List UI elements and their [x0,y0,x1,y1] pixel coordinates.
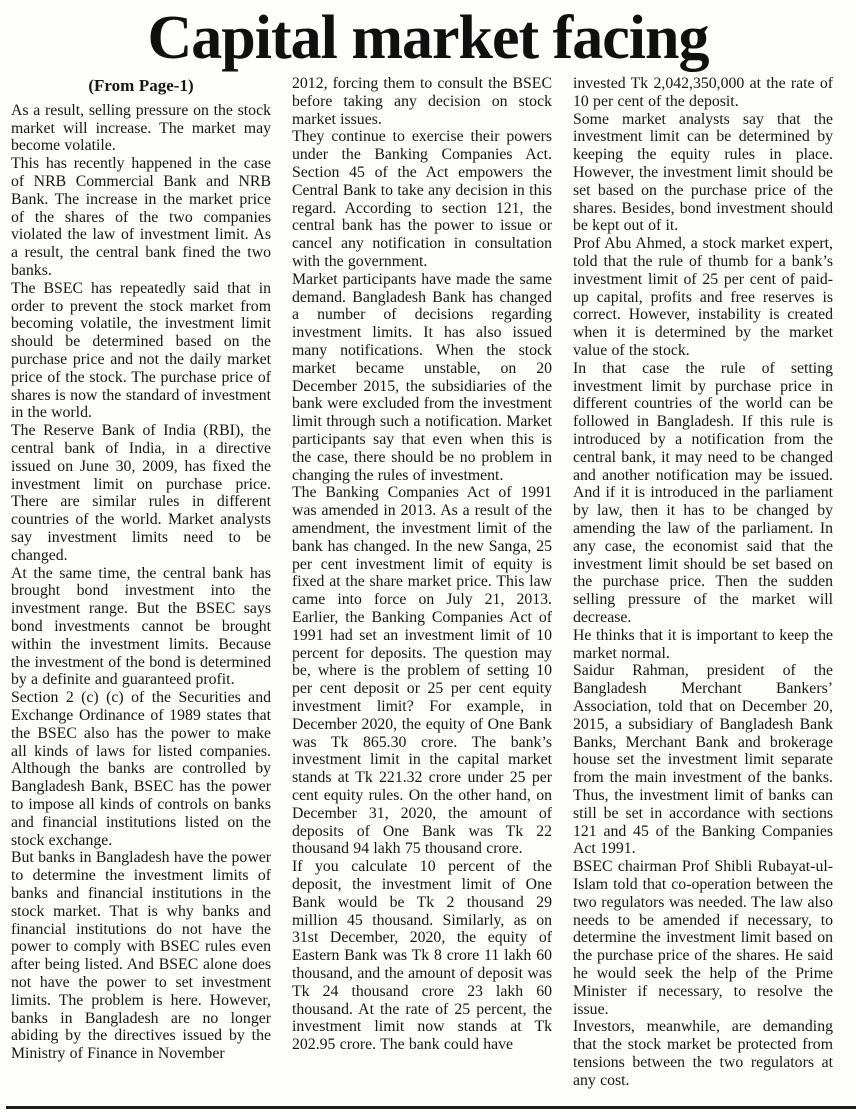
article-paragraph: BSEC chairman Prof Shibli Rubayat-ul-Islam told that co-operation between the two regulators was needed. The law also needs to be amended if necessary, to determine the investment limit based on the purchase price of the shares. He said he would seek the help of the Prime Minister if necessary, to resolve the issue. [573,858,833,1018]
article-paragraph: Market participants have made the same demand. Bangladesh Bank has changed a number of decisions regarding investment limits. It has also issued many notifications. When the stock market became unstable, on 20 December 2015, the subsidiaries of the bank were excluded from the investment limit through such a notification. Market participants say that even when this is the case, there should be no problem in changing the rules of investment. [292,270,552,484]
article-paragraph: Saidur Rahman, president of the Bangladesh Merchant Bankers’ Association, told that on December 20, 2015, a subsidiary of Bangladesh Bank Banks, Merchant Bank and brokerage house set the investment limit separate from the main investment of the banks. Thus, the investment limit of banks can still be set in accordance with sections 121 and 45 of the Banking Companies Act 1991. [573,662,833,858]
article-paragraph: Section 2 (c) (c) of the Securities and Exchange Ordinance of 1989 states that the BSEC also has the power to make all kinds of laws for listed companies. Although the banks are controlled by Bangladesh Bank, BSEC has the power to impose all kinds of controls on banks and financial institutions listed on the stock exchange. [11,689,271,849]
article-paragraph: Some market analysts say that the investment limit can be determined by keeping the equity rules in place. However, the investment limit should be set based on the purchase price of the shares. Besides, bond investment should be kept out of it. [573,110,833,235]
headline: Capital market facing [147,4,709,72]
article-paragraph: He thinks that it is important to keep the market normal. [573,626,833,662]
column-1 [11,75,271,1089]
article-paragraph: They continue to exercise their powers under the Banking Companies Act. Section 45 of the Act empowers the Central Bank to take any decision in this regard. According to section 121, the central bank has the power to issue or cancel any notification in consultation with the government. [292,128,552,271]
article-paragraph: As a result, selling pressure on the stock market will increase. The market may become volatile. [11,101,271,155]
bottom-rule [6,1106,856,1109]
article-paragraph: The Banking Companies Act of 1991 was amended in 2013. As a result of the amendment, the investment limit of the bank has changed. In the new Sanga, 25 per cent investment limit of equity is fixed at the share market price. This law came into force on July 21, 2013. Earlier, the Banking Companies Act of 1991 had set an investment limit of 10 percent for deposits. The question may be, where is the problem of setting 10 per cent deposit or 25 per cent equity investment limit? For example, in December 2020, the equity of One Bank was Tk 865.30 crore. The bank’s investment limit in the capital market stands at Tk 221.32 crore under 25 per cent equity rules. On the other hand, on December 31, 2020, the amount of deposits of One Bank was Tk 22 thousand 94 lakh 75 thousand crore. [292,484,552,858]
article-paragraph: But banks in Bangladesh have the power to determine the investment limits of banks and financial institutions in the stock market. That is why banks and financial institutions do not have the power to comply with BSEC rules even after being listed. And BSEC alone does not have the power to set investment limits. The problem is here. However, banks in Bangladesh are no longer abiding by the directives issued by the Ministry of Finance in November [11,849,271,1063]
article-paragraph: invested Tk 2,042,350,000 at the rate of 10 per cent of the deposit. [573,75,833,110]
article-paragraph: If you calculate 10 percent of the deposit, the investment limit of One Bank would be Tk 2 thousand 29 million 45 thousand. Similarly, as on 31st December, 2020, the equity of Eastern Bank was Tk 8 crore 11 lakh 60 thousand, and the amount of deposit was Tk 24 thousand crore 23 lakh 60 thousand. At the rate of 25 percent, the investment limit now stands at Tk 202.95 crore. The bank could have [292,858,552,1054]
article-paragraph: At the same time, the central bank has brought bond investment into the investment range. But the BSEC says bond investments cannot be brought within the investment limits. Because the investment of the bond is determined by a definite and guaranteed profit. [11,564,271,689]
from-page-label: (From Page-1) [88,76,194,96]
article-paragraph: In that case the rule of setting investment limit by purchase price in different countries of the world can be followed in Bangladesh. If this rule is introduced by a notification from the central bank, it may need to be changed and another notification may be issued. And if it is introduced in the parliament by law, then it has to be changed by amending the law of the parliament. In any case, the economist said that the investment limit should be set based on the purchase price. Then the sudden selling pressure of the market will decrease. [573,359,833,626]
column-3 [573,75,833,1089]
article-paragraph: This has recently happened in the case of NRB Commercial Bank and NRB Bank. The increase in the market price of the shares of the two companies violated the law of investment limit. As a result, the central bank fined the two banks. [11,155,271,280]
article-paragraph: Investors, meanwhile, are demanding that the stock market be protected from tensions between the two regulators at any cost. [573,1018,833,1089]
article-paragraph: Prof Abu Ahmed, a stock market expert, told that the rule of thumb for a bank’s investment limit of 25 per cent of paid-up capital, profits and free reserves is correct. However, instability is created when it is determined by the market value of the stock. [573,235,833,360]
article-paragraph: The Reserve Bank of India (RBI), the central bank of India, in a directive issued on June 30, 2009, has fixed the investment limit on purchase price. There are similar rules in different countries of the world. Market analysts say investment limits need to be changed. [11,422,271,564]
article-paragraph: The BSEC has repeatedly said that in order to prevent the stock market from becoming volatile, the investment limit should be determined based on the purchase price and not the daily market price of the stock. The purchase price of shares is now the standard of investment in the world. [11,279,271,422]
article-columns [0,75,856,1089]
article-paragraph: 2012, forcing them to consult the BSEC before taking any decision on stock market issues. [292,75,552,128]
column-2 [292,75,552,1089]
